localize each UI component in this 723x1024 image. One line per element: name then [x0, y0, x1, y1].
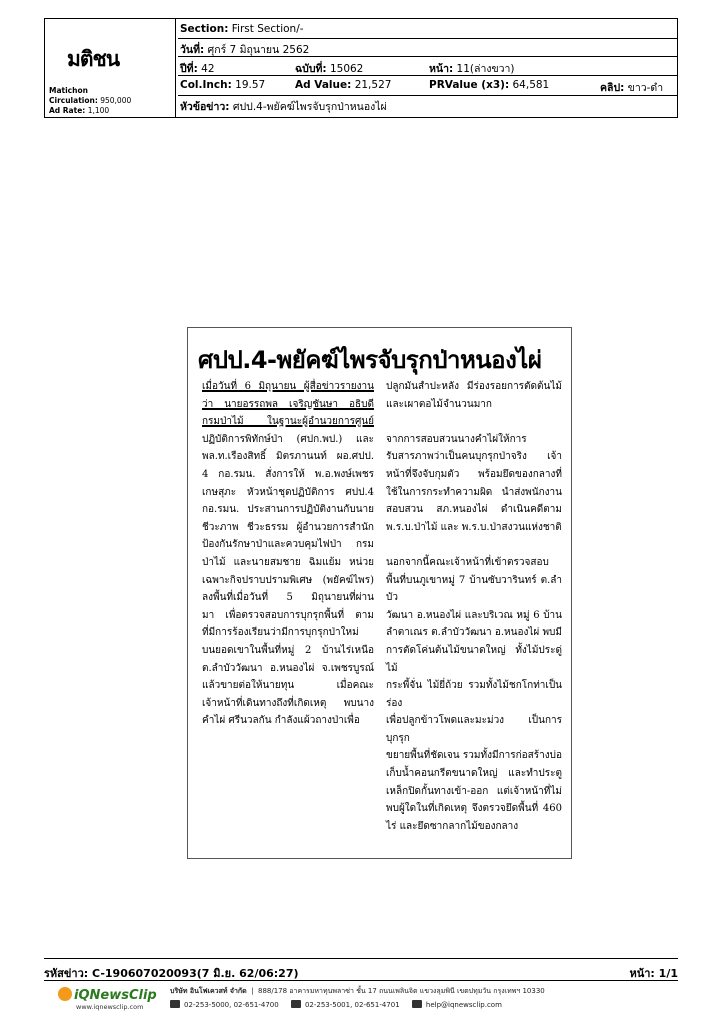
article-line: ต.ลำบัววัฒนา อ.หนองไผ่ จ.เพชรบูรณ์	[202, 662, 374, 674]
article-line: พื้นที่บนภูเขาหมู่ 7 บ้านซับวารินทร์ ต.ลำบัว	[386, 574, 562, 604]
col-inch: Col.Inch: 19.57	[180, 79, 266, 91]
article-line: ขยายพื้นที่ชัดเจน รวมทั้งมีการก่อสร้างบ่อ	[386, 750, 562, 762]
article-line: นอกจากนี้คณะเจ้าหน้าที่เข้าตรวจสอบ	[386, 556, 549, 568]
article-line: เฉพาะกิจปราบปรามพิเศษ (พยัคฆ์ไพร)	[202, 574, 374, 586]
publication-name: Matichon	[49, 86, 88, 95]
article-line: ว่า นายอรรถพล เจริญชันษา อธิบดี	[202, 398, 374, 410]
article-line: รับสารภาพว่าเป็นคนบุกรุกป่าจริง เจ้า	[386, 451, 562, 463]
phone-icon	[170, 1000, 180, 1008]
clip-header	[44, 18, 678, 118]
pr-value: PRValue (x3): 64,581	[429, 79, 550, 91]
section: Section: First Section/-	[180, 23, 304, 35]
article-column-1	[202, 378, 374, 730]
article-line: คำไผ่ ศรีนวลกัน กำลังแผ้วถางป่าเพื่อ	[202, 715, 360, 727]
year: ปีที่: 42	[180, 63, 215, 75]
news-code: รหัสข่าว: C-190607020093(7 มิ.ย. 62/06:27)	[44, 967, 299, 980]
article-line: วัฒนา อ.หนองไผ่ และบริเวณ หมู่ 6 บ้าน	[386, 609, 562, 621]
newspaper-logo: มติชน	[67, 47, 120, 71]
page: หน้า: 11(ล่างขวา)	[429, 63, 515, 75]
article-line: เมื่อวันที่ 6 มิถุนายน ผู้สื่อข่าวรายงาน	[202, 381, 374, 392]
article-line: ใช้ในการกระทำความผิด นำส่งพนักงาน	[386, 486, 562, 498]
article-line: เพื่อปลูกข้าวโพดและมะม่วง เป็นการบุกรุก	[386, 715, 562, 744]
article-line: พบผู้ใดในที่เกิดเหตุ จึงตรวจยึดพื้นที่ 460	[386, 803, 562, 815]
article-line: มา เพื่อตรวจสอบการบุกรุกพื้นที่ ตาม	[202, 609, 374, 621]
circulation: Circulation: 950,000	[49, 96, 132, 105]
article-line: พ.ร.บ.ป่าไม้ และ พ.ร.บ.ป่าสงวนแห่งชาติ	[386, 521, 562, 533]
article-line: หน้าที่จึงจับกุมตัว พร้อมยึดของกลางที่	[386, 468, 562, 480]
brand-url: www.iqnewsclip.com	[76, 1003, 144, 1011]
article-line: เจ้าหน้าที่เดินทางถึงที่เกิดเหตุ พบนาง	[202, 697, 374, 709]
article-line: ปลูกมันสำปะหลัง มีร่องรอยการตัดต้นไม้	[386, 381, 562, 392]
article-line: ชีวะภาพ ชีวะธรรม ผู้อำนวยการสำนัก	[202, 521, 374, 533]
fax: 02-253-5001, 02-651-4701	[304, 1001, 400, 1009]
article-line: การตัดโค่นต้นไม้ขนาดใหญ่ ทั้งไม้ประดู่ ไม้	[386, 644, 562, 674]
article-line: พล.ท.เรืองสิทธิ์ มิตรภานนท์ ผอ.ศปป.	[202, 451, 374, 463]
page-number: หน้า: 1/1	[629, 967, 678, 980]
article-line: ที่มีการร้องเรียนว่ามีการบุกรุกป่าใหม่	[202, 627, 359, 639]
issue: ฉบับที่: 15062	[295, 63, 364, 75]
logo-cell	[45, 19, 176, 117]
article-line: เหล็กปิดกั้นทางเข้า-ออก แต่เจ้าหน้าที่ไม่	[386, 785, 562, 797]
article-clip	[187, 327, 572, 859]
article-line: ลำตาเณร ต.ลำบัววัฒนา อ.หนองไผ่ พบมี	[386, 627, 562, 639]
article-line	[386, 536, 562, 554]
article-line: กรมป่าไม้ ในฐานะผู้อำนวยการศูนย์	[202, 416, 374, 428]
clip-type: คลิป: ขาว-ดำ	[600, 82, 664, 94]
article-column-2	[386, 378, 562, 835]
article-line: ป้องกันรักษาป่าและควบคุมไฟป่า กรม	[202, 539, 374, 551]
article-line: กอ.รมน. ประสานการปฏิบัติงานกับนาย	[202, 504, 374, 516]
ad-value: Ad Value: 21,527	[295, 79, 392, 91]
article-line	[386, 413, 562, 431]
article-line: กระพี้จั่น ไม้ยี่ถ้วย รวมทั้งไม้ชกโกท่าเป็นร่อง	[386, 680, 562, 709]
company-address: บริษัท อินโฟเควสท์ จำกัด | 888/178 อาคารมหาทุนพลาซ่า ชั้น 17 ถนนเพลินจิต แขวงลุมพินี เขตปทุมวัน กรุงเทพฯ 10330	[170, 987, 545, 995]
article-line: ปฏิบัติการพิทักษ์ป่า (ศปก.พป.) และ	[202, 433, 374, 445]
article-line: บนยอดเขาในพื้นที่หมู่ 2 บ้านไร่เหนือ	[202, 644, 374, 656]
article-line: ป่าไม้ และนายสมชาย ฉิมแย้ม หน่วย	[202, 556, 374, 568]
article-line: ลงพื้นที่เมื่อวันที่ 5 มิถุนายนที่ผ่าน	[202, 592, 374, 604]
article-line: ไร่ และยึดซากลากไม้ของกลาง	[386, 820, 519, 832]
fax-icon	[291, 1000, 301, 1008]
article-line: จากการสอบสวนนางคำไผ่ให้การ	[386, 433, 527, 445]
article-line: เก็บน้ำคอนกรีตขนาดใหญ่ และทำประตู	[386, 768, 562, 780]
ad-rate: Ad Rate: 1,100	[49, 106, 110, 115]
company-contacts	[170, 1000, 502, 1009]
article-line: สอบสวน สภ.หนองไผ่ ดำเนินคดีตาม	[386, 504, 562, 516]
phone: 02-253-5000, 02-651-4700	[184, 1001, 279, 1009]
article-headline: ศปป.4-พยัคฆ์ไพรจับรุกป่าหนองไผ่	[198, 346, 542, 374]
brand-logo: iQNewsClip www.iqnewsclip.com	[58, 987, 157, 1011]
article-line: และเผาตอไม้จำนวนมาก	[386, 398, 492, 410]
date: วันที่: ศุกร์ 7 มิถุนายน 2562	[180, 44, 310, 56]
email: help@iqnewsclip.com	[425, 1001, 502, 1009]
article-line: แล้วขายต่อให้นายทุน เมื่อคณะ	[202, 680, 374, 692]
brand-icon	[58, 987, 72, 1001]
headline-meta: หัวข้อข่าว: ศปป.4-พยัคฆ์ไพรจับรุกป่าหนองไผ่	[180, 101, 387, 113]
article-line: เกษสุภะ หัวหน้าชุดปฏิบัติการ ศปป.4	[202, 486, 374, 498]
article-line: 4 กอ.รมน. สั่งการให้ พ.อ.พงษ์เพชร	[202, 468, 374, 480]
email-icon	[412, 1000, 422, 1008]
